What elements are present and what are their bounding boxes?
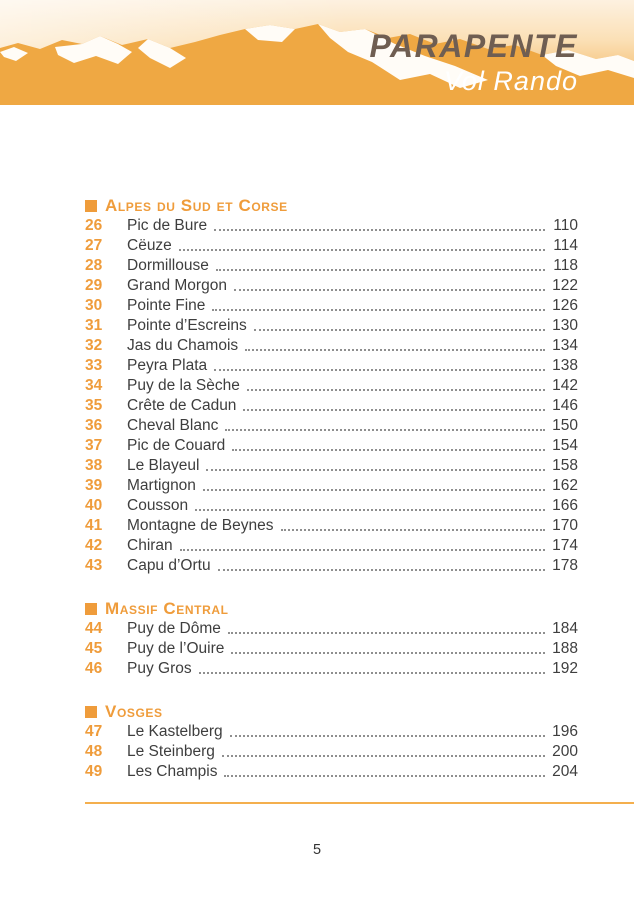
toc-section [85,196,578,576]
toc [85,196,578,782]
toc-entry [85,516,578,536]
entry-name: Cheval Blanc [127,417,219,434]
entry-name: Pointe Fine [127,297,206,314]
section-header [85,702,578,722]
entry-number: 40 [85,497,103,514]
toc-entry [85,396,578,416]
entry-number: 32 [85,337,103,354]
toc-entry [85,536,578,556]
dot-leader [218,569,545,571]
entry-page: 130 [552,317,578,334]
header-banner [0,0,634,105]
entry-page: 134 [552,337,578,354]
toc-section [85,599,578,679]
entry-number: 38 [85,457,103,474]
entry-name: Puy de l’Ouire [127,640,225,657]
dot-leader [281,529,546,531]
toc-entry [85,276,578,296]
section-bullet-icon [85,603,97,615]
banner-subtitle: Vol Rando [443,66,578,96]
entry-name: Les Champis [127,763,218,780]
section-title: Massif Central [105,599,229,618]
entry-name: Crête de Cadun [127,397,237,414]
toc-entry [85,356,578,376]
toc-entry [85,236,578,256]
entry-name: Pointe d’Escreins [127,317,247,334]
entry-page: 174 [552,537,578,554]
entry-page: 170 [552,517,578,534]
entry-page: 196 [552,723,578,740]
section-title: Alpes du Sud et Corse [105,196,288,215]
toc-entry [85,556,578,576]
dot-leader [232,449,545,451]
dot-leader [224,775,545,777]
entry-number: 49 [85,763,103,780]
entry-name: Jas du Chamois [127,337,239,354]
entry-number: 43 [85,557,103,574]
entry-number: 30 [85,297,103,314]
entry-name: Le Kastelberg [127,723,223,740]
dot-leader [254,329,545,331]
dot-leader [179,249,545,251]
toc-entry [85,256,578,276]
toc-entry [85,416,578,436]
dot-leader [231,652,545,654]
section-header [85,599,578,619]
entry-number: 39 [85,477,103,494]
footer-rule [85,802,634,804]
dot-leader [214,369,545,371]
entry-page: 162 [552,477,578,494]
toc-entry [85,336,578,356]
entry-number: 34 [85,377,103,394]
entry-name: Cousson [127,497,189,514]
toc-entry [85,296,578,316]
entry-page: 184 [552,620,578,637]
entry-page: 118 [553,257,578,274]
dot-leader [206,469,545,471]
entry-number: 42 [85,537,103,554]
toc-entry [85,722,578,742]
entry-name: Peyra Plata [127,357,208,374]
entry-number: 44 [85,620,103,637]
section-bullet-icon [85,706,97,718]
dot-leader [214,229,545,231]
entry-name: Puy de la Sèche [127,377,240,394]
entry-page: 138 [552,357,578,374]
entry-number: 37 [85,437,103,454]
entry-name: Dormillouse [127,257,209,274]
entry-page: 146 [552,397,578,414]
entry-name: Puy de Dôme [127,620,221,637]
section-bullet-icon [85,200,97,212]
entry-number: 29 [85,277,103,294]
entry-page: 154 [552,437,578,454]
banner-title: PARAPENTE [369,28,578,64]
entry-name: Martignon [127,477,196,494]
entry-name: Le Blayeul [127,457,200,474]
entry-page: 158 [552,457,578,474]
entry-number: 48 [85,743,103,760]
entry-number: 35 [85,397,103,414]
dot-leader [230,735,545,737]
page-number: 5 [312,842,322,858]
entry-page: 126 [552,297,578,314]
entry-name: Chiran [127,537,173,554]
entry-page: 142 [552,377,578,394]
dot-leader [243,409,545,411]
dot-leader [222,755,545,757]
toc-entry [85,376,578,396]
entry-name: Capu d’Ortu [127,557,211,574]
entry-page: 166 [552,497,578,514]
entry-name: Pic de Bure [127,217,208,234]
dot-leader [245,349,545,351]
toc-section [85,702,578,782]
entry-number: 31 [85,317,103,334]
entry-page: 150 [552,417,578,434]
dot-leader [234,289,545,291]
entry-number: 36 [85,417,103,434]
toc-entry [85,639,578,659]
toc-entry [85,216,578,236]
toc-entry [85,762,578,782]
toc-entry [85,316,578,336]
toc-entry [85,456,578,476]
toc-entry [85,496,578,516]
toc-entry [85,619,578,639]
entry-name: Montagne de Beynes [127,517,274,534]
toc-entry [85,742,578,762]
dot-leader [228,632,545,634]
entry-name: Le Steinberg [127,743,215,760]
entry-page: 122 [552,277,578,294]
entry-number: 27 [85,237,103,254]
dot-leader [203,489,545,491]
dot-leader [199,672,545,674]
entry-name: Grand Morgon [127,277,227,294]
entry-name: Pic de Couard [127,437,226,454]
entry-number: 45 [85,640,103,657]
entry-page: 192 [552,660,578,677]
dot-leader [180,549,545,551]
entry-number: 46 [85,660,103,677]
entry-name: Puy Gros [127,660,192,677]
entry-number: 41 [85,517,103,534]
entry-name: Cëuze [127,237,172,254]
dot-leader [216,269,545,271]
dot-leader [212,309,545,311]
entry-page: 178 [552,557,578,574]
entry-page: 200 [552,743,578,760]
toc-entry [85,436,578,456]
entry-number: 28 [85,257,103,274]
dot-leader [225,429,545,431]
entry-number: 47 [85,723,103,740]
entry-number: 26 [85,217,103,234]
section-header [85,196,578,216]
entry-page: 110 [553,217,578,234]
entry-number: 33 [85,357,103,374]
dot-leader [195,509,545,511]
entry-page: 188 [552,640,578,657]
toc-entry [85,476,578,496]
entry-page: 204 [552,763,578,780]
section-title: Vosges [105,702,163,721]
toc-entry [85,659,578,679]
dot-leader [247,389,545,391]
entry-page: 114 [553,237,578,254]
